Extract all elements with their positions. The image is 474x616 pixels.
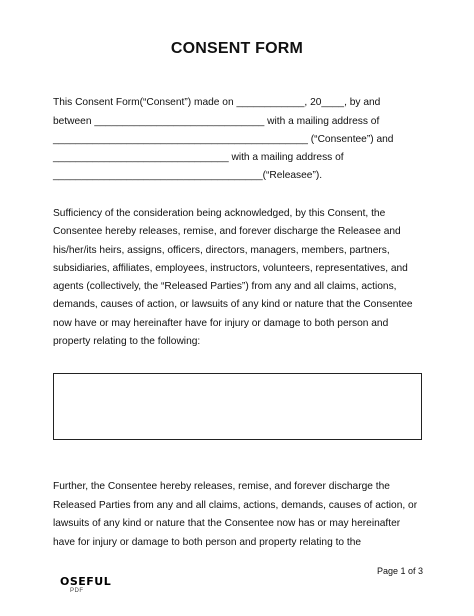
paragraph-line: agents (collectively, the “Released Parties”) from any and all claims, actions,: [53, 281, 397, 292]
paragraph-line: Consentee hereby releases, remise, and forever discharge the Releasee and: [53, 226, 401, 237]
intro-line: This Consent Form(“Consent”) made on ____________, 20____, by and: [53, 97, 381, 108]
paragraph-line: Further, the Consentee hereby releases, remise, and forever discharge the: [53, 481, 390, 492]
paragraph-line: now have or may hereinafter have for injury or damage to both person and: [53, 318, 389, 329]
paragraph-line: Sufficiency of the consideration being acknowledged, by this Consent, the: [53, 208, 386, 219]
paragraph-line: have for injury or damage to both person and property relating to the: [53, 537, 362, 548]
intro-line: _____________________________________________ (“Consentee”) and: [53, 134, 394, 145]
paragraph-line: property relating to the following:: [53, 336, 201, 347]
paragraph-line: subsidiaries, affiliates, employees, instructors, volunteers, representatives, and: [53, 263, 408, 274]
description-input-box[interactable]: [53, 373, 422, 440]
page-number: Page 1 of 3: [376, 566, 423, 576]
paragraph-line: Released Parties from any and all claims, actions, demands, causes of action, or: [53, 500, 418, 511]
intro-line: _____________________________________(“Releasee”).: [53, 170, 323, 181]
document-title: CONSENT FORM: [170, 40, 304, 57]
logo-subtext: PDF: [70, 588, 84, 594]
paragraph-line: his/her/its heirs, assigns, officers, directors, managers, members, partners,: [53, 245, 390, 256]
paragraph-line: demands, causes of action, or lawsuits of any kind or nature that the Consentee: [53, 299, 413, 310]
intro-line: between ______________________________ with a mailing address of: [53, 116, 380, 127]
logo-wordmark: OSEFUL: [60, 575, 112, 588]
intro-line: _______________________________ with a mailing address of: [53, 152, 344, 163]
brand-logo: [60, 575, 120, 599]
paragraph-line: lawsuits of any kind or nature that the Consentee now has or may hereinafter: [53, 518, 401, 529]
